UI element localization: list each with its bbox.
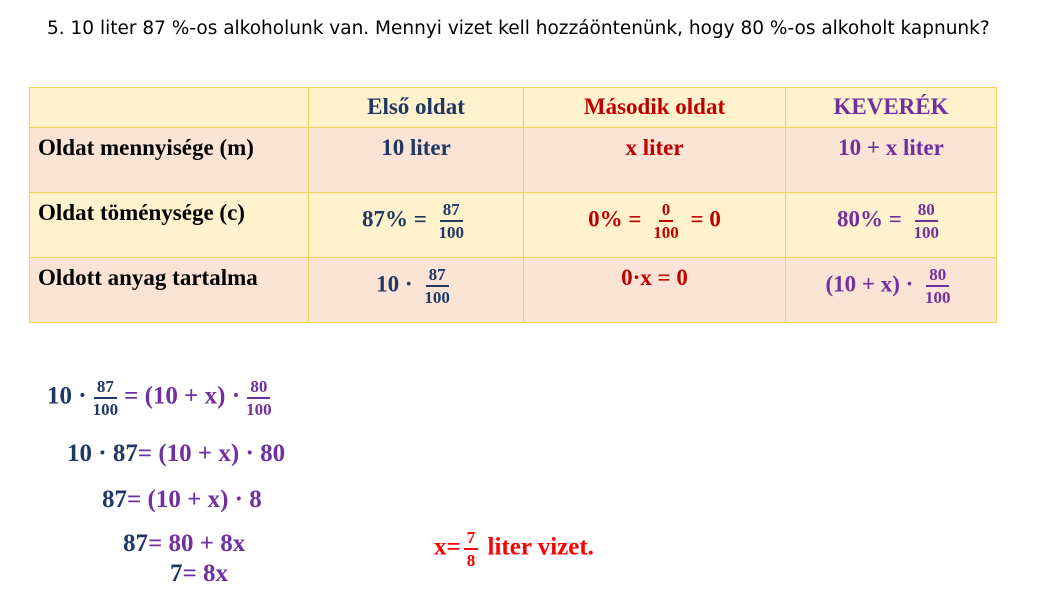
equation-3: 87= (10 + x) · 8 — [102, 486, 262, 513]
cell-mix-amount: 10 + x liter — [786, 128, 997, 193]
second-concentration-result: = 0 — [690, 206, 721, 232]
answer-text: x= $\frac{7}{8}$ liter vizet. — [434, 528, 594, 570]
table-header-row — [30, 88, 997, 128]
first-concentration-fraction: $\frac{87}{100}$ — [438, 200, 465, 242]
table-row-amount — [30, 128, 997, 193]
second-concentration-percent: 0% = — [588, 206, 642, 232]
equation-5: 7= 8x — [170, 560, 228, 587]
cell-first-amount: 10 liter — [309, 128, 524, 193]
first-solute-fraction: $\frac{87}{100}$ — [424, 265, 450, 307]
header-second-solution: Második oldat — [524, 88, 786, 128]
row-label-concentration: Oldat töménysége (c) — [30, 193, 309, 258]
row-label-solute: Oldott anyag tartalma — [30, 258, 309, 323]
header-mixture: KEVERÉK — [786, 88, 997, 128]
equation-4: 87= 80 + 8x — [123, 530, 246, 557]
question-text: 5. 10 liter 87 %-os alkoholunk van. Mennyi vizet kell hozzáöntenünk, hogy 80 %-os alkoholt kapnunk? — [47, 18, 990, 39]
table-row-solute — [30, 258, 997, 323]
cell-first-concentration — [309, 193, 524, 258]
equation-1: 10 · $\frac{87}{100}$ = (10 + x) · $\frac{80}{100}$ — [47, 377, 278, 419]
first-solute-prefix: 10 · — [376, 271, 413, 297]
equation-1-right-fraction: $\frac{80}{100}$ — [246, 377, 272, 419]
cell-mix-solute — [786, 258, 997, 323]
second-concentration-fraction: $\frac{0}{100}$ — [653, 200, 679, 242]
header-first-solution: Első oldat — [309, 88, 524, 128]
table-row-concentration — [30, 193, 997, 258]
cell-second-amount: x liter — [524, 128, 786, 193]
mix-concentration-percent: 80% = — [836, 206, 902, 232]
row-label-amount: Oldat mennyisége (m) — [30, 128, 309, 193]
mixture-table — [29, 87, 997, 323]
cell-second-concentration — [524, 193, 786, 258]
mix-concentration-fraction: $\frac{80}{100}$ — [913, 200, 940, 242]
cell-mix-concentration — [786, 193, 997, 258]
equation-2: 10 · 87= (10 + x) · 80 — [67, 440, 286, 467]
equation-1-left-fraction: $\frac{87}{100}$ — [92, 377, 119, 419]
mix-solute-fraction: $\frac{80}{100}$ — [925, 265, 951, 307]
cell-second-solute: 0·x = 0 — [524, 258, 786, 323]
cell-first-solute — [309, 258, 524, 323]
header-empty — [30, 88, 309, 128]
mix-solute-prefix: (10 + x) · — [825, 271, 914, 297]
first-concentration-percent: 87% = — [361, 206, 427, 232]
answer-fraction: $\frac{7}{8}$ — [464, 528, 479, 570]
